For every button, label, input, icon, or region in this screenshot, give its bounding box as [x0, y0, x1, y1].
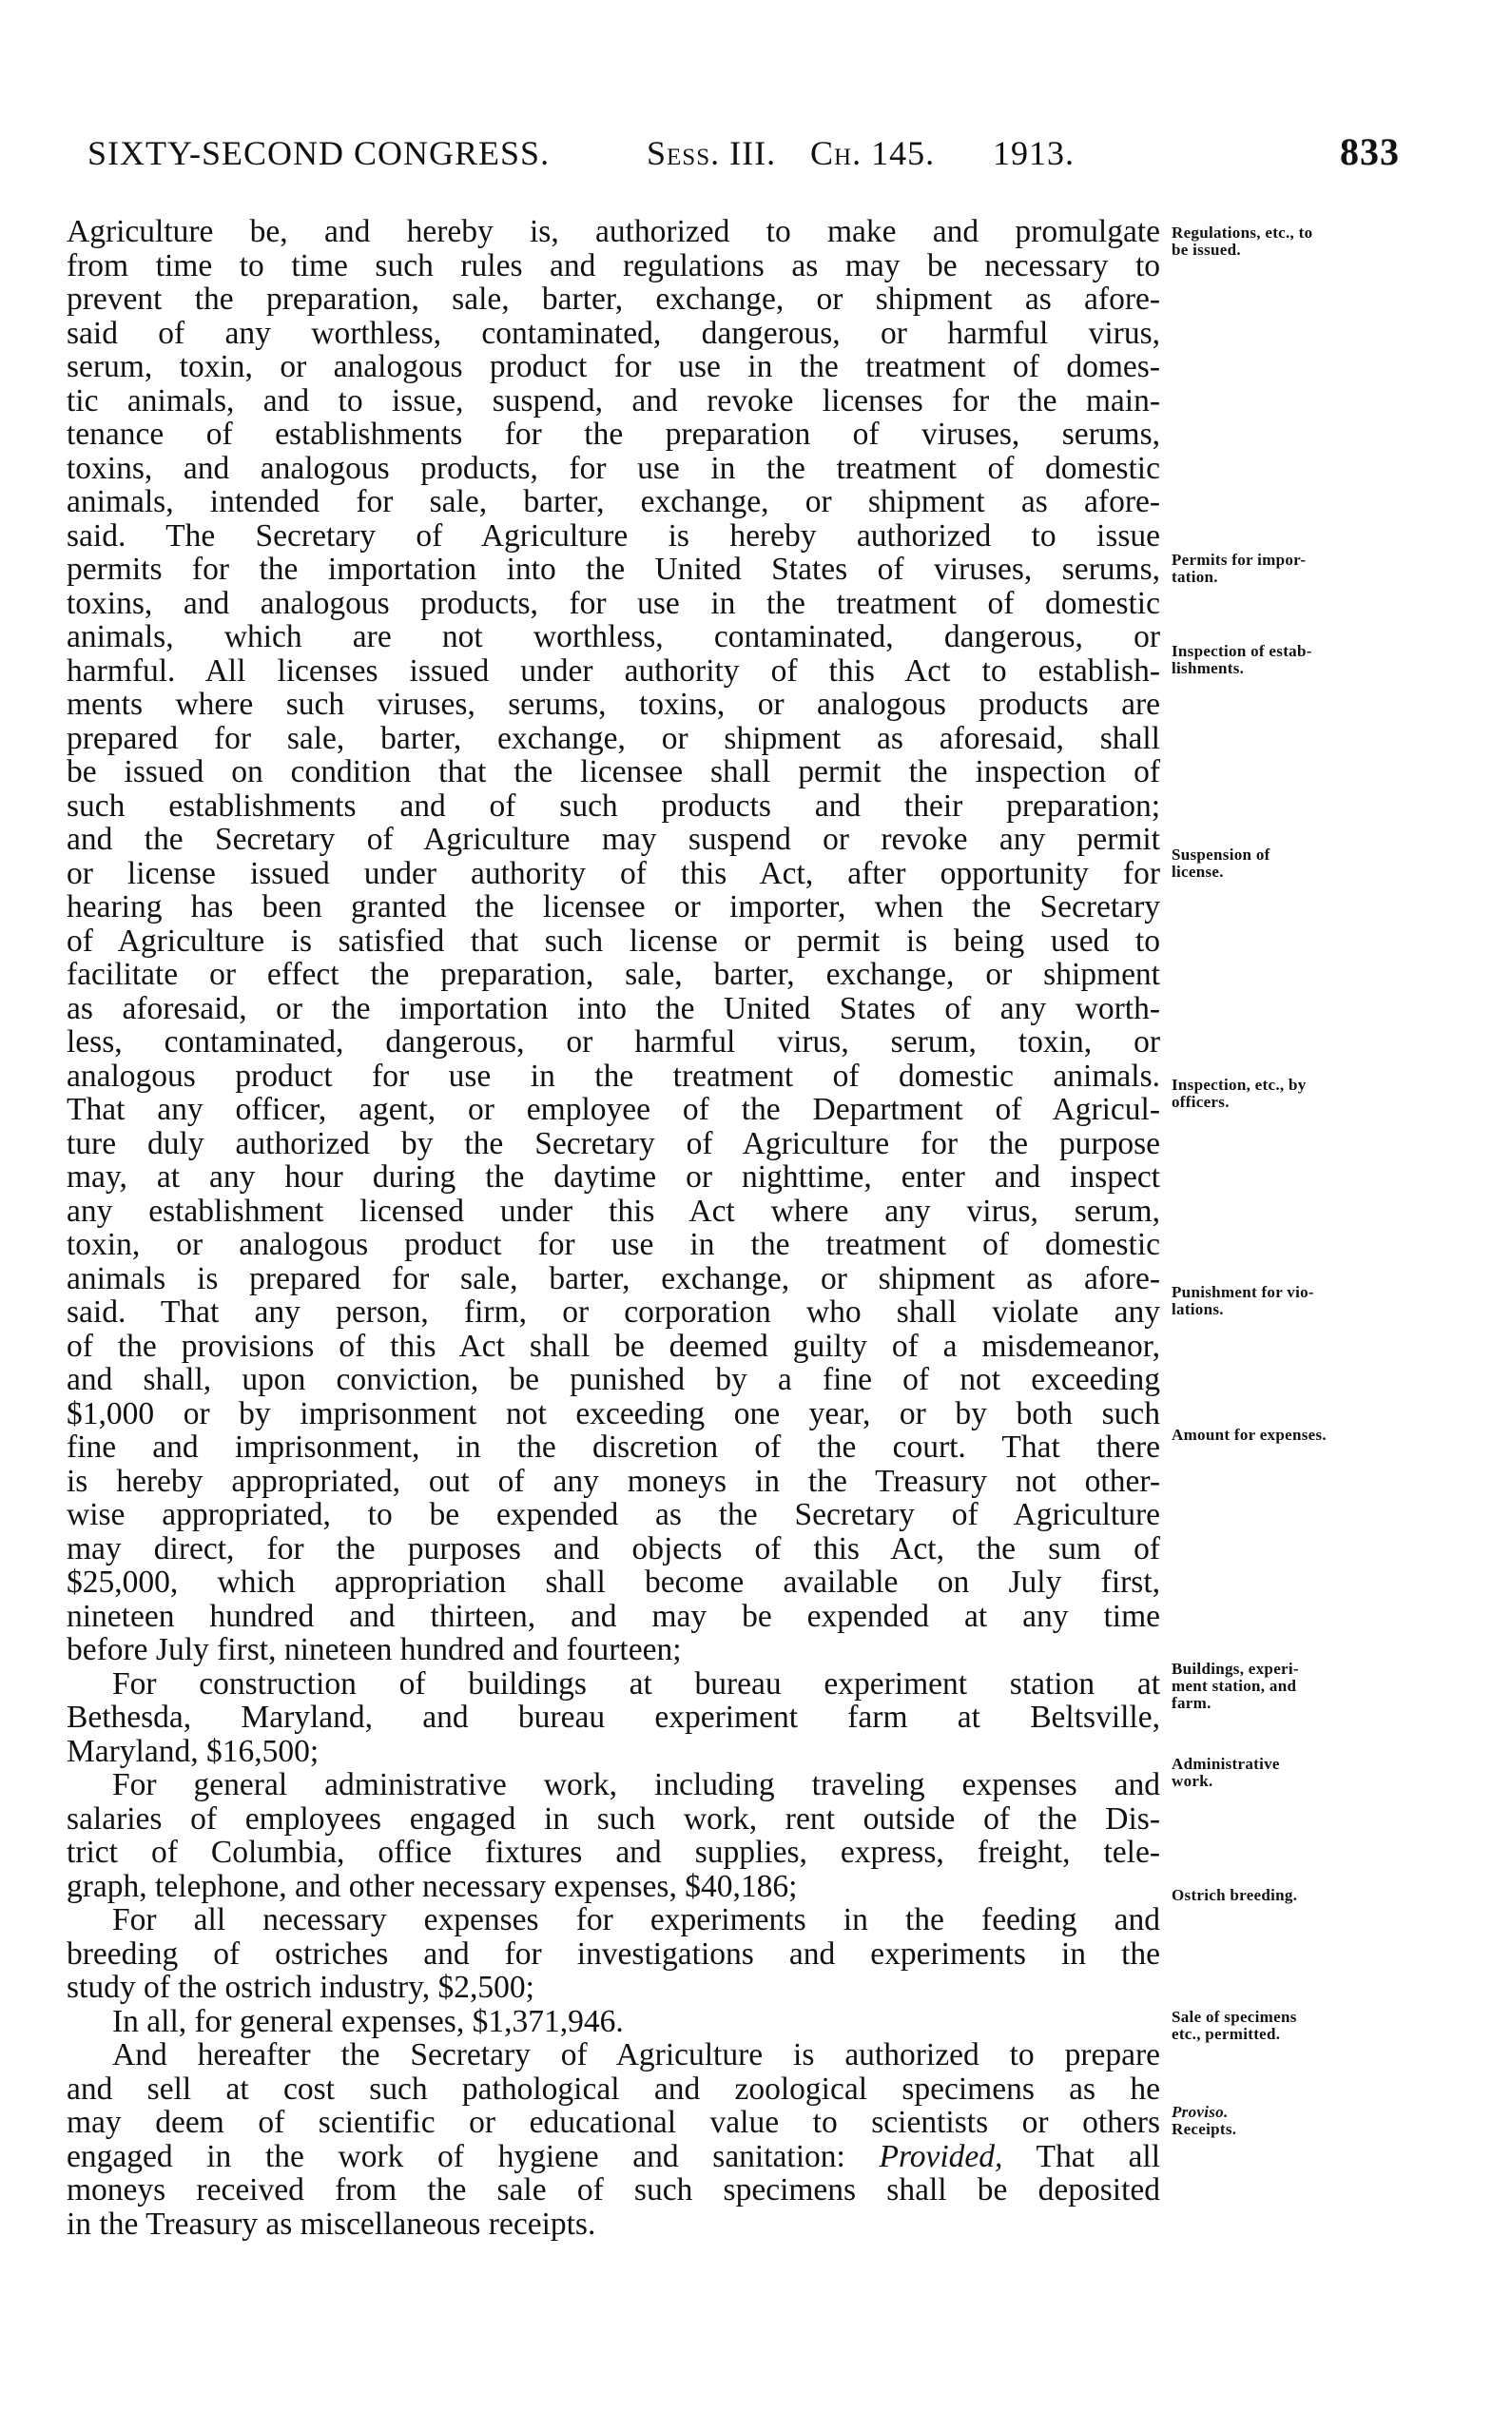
text-line: animals, intended for sale, barter, exchange, or shipment as afore-	[67, 484, 1160, 519]
margin-note-inspection-establishments	[1172, 643, 1428, 677]
text-line	[67, 2140, 1160, 2174]
margin-note-line: Proviso.	[1172, 2103, 1229, 2121]
text-line: prepared for sale, barter, exchange, or shipment as aforesaid, shall	[67, 720, 1160, 756]
margin-note-suspension	[1172, 846, 1428, 881]
text-line: and shall, upon conviction, be punished by a fine of not exceeding	[67, 1362, 1160, 1397]
text-line: such establishments and of such products and their preparation;	[67, 788, 1160, 824]
text-line: and the Secretary of Agriculture may suspend or revoke any permit	[67, 822, 1160, 857]
text-line: may direct, for the purposes and objects of this Act, the sum of	[67, 1530, 1160, 1566]
margin-note-administrative	[1172, 1756, 1428, 1790]
text-line: ture duly authorized by the Secretary of Agriculture for the purpose	[67, 1125, 1160, 1161]
text-line: animals is prepared for sale, barter, exchange, or shipment as afore-	[67, 1260, 1160, 1296]
text-line: For all necessary expenses for experiments in the feeding and	[112, 1902, 1160, 1937]
margin-note-line: Inspection of estab-	[1172, 642, 1312, 660]
congress-title: SIXTY-SECOND CONGRESS.	[87, 134, 551, 172]
text-line: tenance of establishments for the preparation of viruses, serums,	[67, 417, 1160, 452]
text-line: toxins, and analogous products, for use in the treatment of domestic	[67, 585, 1160, 621]
text-line: in the Treasury as miscellaneous receipts.	[67, 2206, 596, 2242]
session-label: Sess. III.	[647, 134, 777, 172]
text-line: be issued on condition that the licensee shall permit the inspection of	[67, 754, 1160, 789]
text-line: nineteen hundred and thirteen, and may be expended at any time	[67, 1598, 1160, 1634]
text-line: analogous product for use in the treatment of domestic animals.	[67, 1058, 1160, 1094]
text-line: graph, telephone, and other necessary expenses, $40,186;	[67, 1868, 798, 1904]
text-line: facilitate or effect the preparation, sale, barter, exchange, or shipment	[67, 957, 1160, 992]
text-line: may deem of scientific or educational value to scientists or others	[67, 2105, 1160, 2140]
margin-note-line: Suspension of	[1172, 846, 1270, 864]
margin-note-line: ment station, and	[1172, 1677, 1297, 1695]
text-line: said of any worthless, contaminated, dangerous, or harmful virus,	[67, 315, 1160, 351]
margin-note-line: Regulations, etc., to	[1172, 224, 1313, 242]
margin-note-sale	[1172, 2009, 1428, 2043]
text-line: is hereby appropriated, out of any moneys in the Treasury not other-	[67, 1463, 1160, 1499]
text-line: serum, toxin, or analogous product for use in the treatment of domes-	[67, 349, 1160, 384]
text-line: and sell at cost such pathological and zoological specimens as he	[67, 2071, 1160, 2107]
text-line: toxin, or analogous product for use in the treatment of domestic	[67, 1227, 1160, 1262]
margin-note-line: license.	[1172, 863, 1224, 881]
text-line: In all, for general expenses, $1,371,946.	[112, 2003, 624, 2039]
margin-note-line: be issued.	[1172, 241, 1241, 259]
text-line: And hereafter the Secretary of Agriculture is authorized to prepare	[112, 2037, 1160, 2072]
margin-note-ostrich	[1172, 1887, 1428, 1904]
margin-note-line: Administrative	[1172, 1755, 1280, 1773]
margin-note-line: tation.	[1172, 568, 1218, 586]
text-line: ments where such viruses, serums, toxins, or analogous products are	[67, 687, 1160, 722]
text-line: trict of Columbia, office fixtures and supplies, express, freight, tele-	[67, 1835, 1160, 1870]
margin-note-punishment	[1172, 1284, 1428, 1318]
margin-note-line: lishments.	[1172, 659, 1245, 677]
margin-note-proviso	[1172, 2104, 1428, 2138]
text-line: Agriculture be, and hereby is, authorized to make and promulgate	[67, 214, 1160, 249]
margin-note-inspection-officers	[1172, 1077, 1428, 1111]
text-line: Maryland, $16,500;	[67, 1733, 320, 1769]
text-line: of Agriculture is satisfied that such license or permit is being used to	[67, 923, 1160, 959]
margin-note-line: lations.	[1172, 1300, 1224, 1318]
chapter-label: Ch. 145.	[810, 134, 936, 172]
statute-text	[67, 215, 1160, 2241]
text-line: hearing has been granted the licensee or importer, when the Secretary	[67, 889, 1160, 924]
margin-note-line: Amount for expenses.	[1172, 1426, 1327, 1444]
margin-note-line: Punishment for vio-	[1172, 1283, 1314, 1301]
text-line: or license issued under authority of this Act, after opportunity for	[67, 855, 1160, 891]
text-line: salaries of employees engaged in such work, rent outside of the Dis-	[67, 1800, 1160, 1837]
text-line: prevent the preparation, sale, barter, exchange, or shipment as afore-	[67, 282, 1160, 317]
page-number: 833	[1340, 130, 1400, 173]
margin-note-permits	[1172, 552, 1428, 586]
text-line: tic animals, and to issue, suspend, and revoke licenses for the main-	[67, 382, 1160, 418]
text-line: wise appropriated, to be expended as the Secretary of Agriculture	[67, 1497, 1160, 1532]
text-line: harmful. All licenses issued under authority of this Act to establish-	[67, 652, 1160, 689]
text-line: permits for the importation into the United States of viruses, serums,	[67, 552, 1160, 587]
proviso-word: Provided,	[879, 2138, 1003, 2174]
text-line: less, contaminated, dangerous, or harmful virus, serum, toxin, or	[67, 1024, 1160, 1060]
margin-note-line: Buildings, experi-	[1172, 1660, 1299, 1678]
text-line: For construction of buildings at bureau experiment station at	[112, 1665, 1160, 1702]
margin-note-line: farm.	[1172, 1694, 1212, 1712]
text-line: study of the ostrich industry, $2,500;	[67, 1970, 534, 2005]
year-label: 1913.	[993, 134, 1075, 172]
text-line: For general administrative work, including traveling expenses and	[112, 1767, 1160, 1802]
text-line: fine and imprisonment, in the discretion of the court. That there	[67, 1430, 1160, 1465]
text-line: any establishment licensed under this Act where any virus, serum,	[67, 1193, 1160, 1229]
text-fragment: engaged in the work of hygiene and sanitation:	[67, 2138, 845, 2174]
text-line: Bethesda, Maryland, and bureau experiment farm at Beltsville,	[67, 1700, 1160, 1735]
text-line: said. The Secretary of Agriculture is hereby authorized to issue	[67, 517, 1160, 554]
margin-note-line: Ostrich breeding.	[1172, 1886, 1298, 1904]
margin-note-regulations	[1172, 224, 1428, 259]
margin-note-amount	[1172, 1427, 1428, 1444]
running-header	[87, 130, 1400, 181]
margin-note-line: Receipts.	[1172, 2120, 1237, 2138]
text-line: before July first, nineteen hundred and fourteen;	[67, 1632, 682, 1667]
text-line: said. That any person, firm, or corporation who shall violate any	[67, 1294, 1160, 1330]
text-line: of the provisions of this Act shall be deemed guilty of a misdemeanor,	[67, 1328, 1160, 1364]
margin-note-line: officers.	[1172, 1093, 1230, 1111]
text-line: moneys received from the sale of such specimens shall be deposited	[67, 2172, 1160, 2208]
margin-note-line: Permits for impor-	[1172, 551, 1307, 569]
text-line: That any officer, agent, or employee of the Department of Agricul-	[67, 1092, 1160, 1127]
margin-note-line: etc., permitted.	[1172, 2025, 1281, 2043]
margin-note-buildings	[1172, 1661, 1428, 1712]
text-line: as aforesaid, or the importation into the United States of any worth-	[67, 990, 1160, 1026]
margin-note-line: work.	[1172, 1772, 1213, 1790]
text-line: breeding of ostriches and for investigations and experiments in the	[67, 1935, 1160, 1972]
text-line: animals, which are not worthless, contaminated, dangerous, or	[67, 619, 1160, 654]
text-line: may, at any hour during the daytime or nighttime, enter and inspect	[67, 1159, 1160, 1195]
text-line: $25,000, which appropriation shall become available on July first,	[67, 1565, 1160, 1600]
text-line: from time to time such rules and regulations as may be necessary to	[67, 247, 1160, 283]
margin-note-line: Inspection, etc., by	[1172, 1076, 1307, 1094]
margin-note-line: Sale of specimens	[1172, 2008, 1297, 2026]
text-line: $1,000 or by imprisonment not exceeding one year, or by both such	[67, 1395, 1160, 1431]
text-line: toxins, and analogous products, for use in the treatment of domestic	[67, 450, 1160, 486]
text-fragment: That all	[1036, 2138, 1161, 2174]
